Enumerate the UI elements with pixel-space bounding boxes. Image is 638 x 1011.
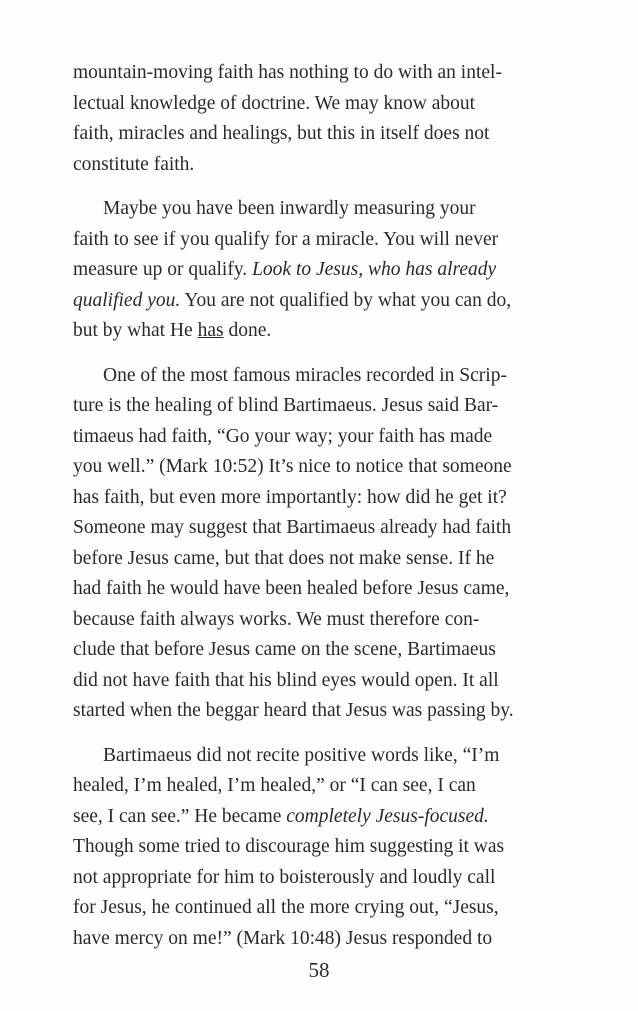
text-line xyxy=(73,225,573,256)
text-span: not appropriate for him to boisterously and loudly call xyxy=(73,866,496,888)
text-span: Maybe you have been inwardly measuring your xyxy=(103,198,476,219)
text-line xyxy=(73,893,573,924)
text-line xyxy=(73,452,573,483)
text-span: Though some tried to discourage him suggesting it was xyxy=(73,836,505,857)
text-span: ture is the healing of blind Bartimaeus. Jesus said Bar- xyxy=(73,395,499,416)
text-span: faith, miracles and healings, but this in itself does not xyxy=(73,123,490,144)
text-line xyxy=(73,89,573,120)
text-line xyxy=(73,483,573,514)
text-span: Someone may suggest that Bartimaeus already had faith xyxy=(73,517,512,538)
text-span: constitute faith. xyxy=(73,153,195,175)
paragraph-1 xyxy=(73,58,573,180)
underlined-text: has xyxy=(197,320,224,341)
text-span: but by what He xyxy=(73,320,198,341)
text-span: you well.” (Mark 10:52) It’s nice to notice that someone xyxy=(73,456,512,477)
italic-text: completely Jesus-focused. xyxy=(286,805,489,827)
text-line xyxy=(73,544,573,575)
paragraph-gap xyxy=(73,347,573,361)
text-line xyxy=(73,741,573,772)
text-line xyxy=(73,666,573,697)
text-line xyxy=(73,194,573,225)
text-span: did not have faith that his blind eyes would open. It all xyxy=(73,669,499,691)
text-span: done. xyxy=(223,320,272,341)
text-span: measure up or qualify. xyxy=(73,259,253,280)
paragraph-gap xyxy=(73,727,573,741)
paragraph-2 xyxy=(73,194,573,347)
text-span: before Jesus came, but that does not make sense. If he xyxy=(73,547,495,569)
text-line xyxy=(73,391,573,422)
paragraph-4 xyxy=(73,741,573,955)
text-line xyxy=(73,316,573,347)
text-line xyxy=(73,513,573,544)
text-span: healed, I’m healed, I’m healed,” or “I can see, I can xyxy=(73,775,476,796)
text-line xyxy=(73,863,573,894)
text-span: mountain-moving faith has nothing to do with an intel- xyxy=(73,62,502,83)
paragraph-gap xyxy=(73,180,573,194)
text-line xyxy=(73,832,573,863)
text-line xyxy=(73,286,573,317)
text-span: One of the most famous miracles recorded in Scrip- xyxy=(103,364,507,386)
text-line xyxy=(73,119,573,150)
text-line xyxy=(73,361,573,392)
page-body xyxy=(73,58,573,954)
text-line xyxy=(73,58,573,89)
text-line xyxy=(73,771,573,802)
text-line xyxy=(73,605,573,636)
text-span: lectual knowledge of doctrine. We may know about xyxy=(73,92,476,114)
italic-text: qualified you. xyxy=(73,289,181,311)
text-span: clude that before Jesus came on the scene, Bartimaeus xyxy=(73,639,496,660)
text-line xyxy=(73,574,573,605)
text-span: started when the beggar heard that Jesus was passing by. xyxy=(73,700,514,721)
paragraph-3 xyxy=(73,361,573,727)
text-span: Bartimaeus did not recite positive words like, “I’m xyxy=(103,744,500,766)
text-line xyxy=(73,422,573,453)
text-line xyxy=(73,635,573,666)
text-line xyxy=(73,150,573,181)
text-span: You are not qualified by what you can do, xyxy=(180,289,512,311)
text-line xyxy=(73,696,573,727)
text-line xyxy=(73,802,573,833)
text-line xyxy=(73,924,573,955)
text-span: had faith he would have been healed before Jesus came, xyxy=(73,578,510,599)
text-span: for Jesus, he continued all the more crying out, “Jesus, xyxy=(73,897,499,918)
text-span: see, I can see.” He became xyxy=(73,805,287,827)
text-span: faith to see if you qualify for a miracle. You will never xyxy=(73,228,499,250)
text-span: have mercy on me!” (Mark 10:48) Jesus responded to xyxy=(73,927,493,949)
italic-text: Look to Jesus, who has already xyxy=(252,259,497,280)
text-span: timaeus had faith, “Go your way; your faith has made xyxy=(73,425,493,447)
text-span: has faith, but even more importantly: how did he get it? xyxy=(73,486,507,508)
page-number: 58 xyxy=(308,958,330,982)
text-line xyxy=(73,255,573,286)
text-span: because faith always works. We must therefore con- xyxy=(73,608,480,630)
